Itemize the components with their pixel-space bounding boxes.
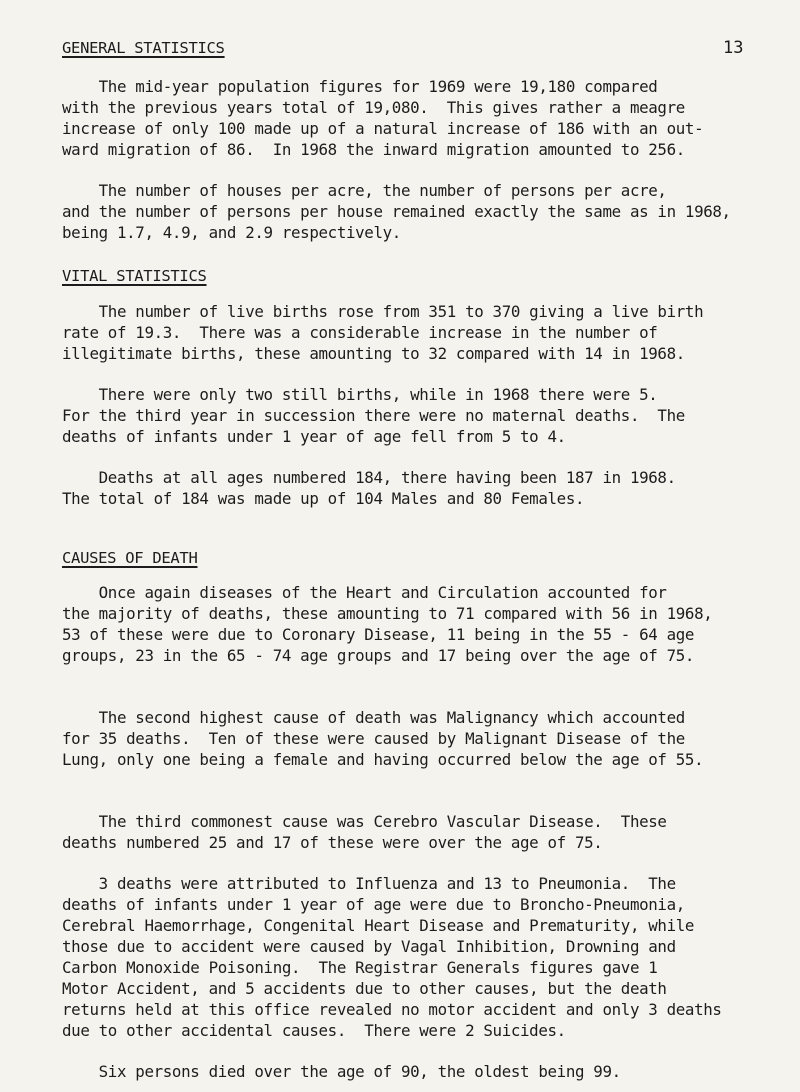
paragraph-live-births: The number of live births rose from 351 to 370 giving a live birth rate of 19.3. There was a considerable increase in the number of illegitimate births, these amounting to 32 compared with 14 in 1968. [62, 302, 704, 363]
paragraph-cerebro-vascular: The third commonest cause was Cerebro Vascular Disease. These deaths numbered 25 and 17 of these were over the age of 75. [62, 812, 667, 852]
paragraph-heart-circulation: Once again diseases of the Heart and Circulation accounted for the majority of deaths, these amounting to 71 compared with 56 in 1968, 53 of these were due to Coronary Disease, 11 being in the 55 - 64 age groups, 23 in the 65 - 74 age groups and 17 being over the age of 75. [62, 583, 713, 665]
paragraph-influenza-accidents: 3 deaths were attributed to Influenza and 13 to Pneumonia. The deaths of infants under 1 year of age were due to Broncho-Pneumonia, Cerebral Haemorrhage, Congenital Heart Disease and Prematurity, while those due to accident were caused by Vagal Inhibition, Drowning and Carbon Monoxide Poisoning. The Registrar Generals figures gave 1 Motor Accident, and 5 accidents due to other causes, but the death returns held at this office revealed no motor accident and only 3 deaths due to other accidental causes. There were 2 Suicides. [62, 874, 722, 1040]
section-heading-vital-statistics: VITAL STATISTICS [62, 267, 207, 285]
section-heading-causes-of-death: CAUSES OF DEATH [62, 549, 198, 567]
section-heading-general-statistics: GENERAL STATISTICS [62, 39, 225, 57]
paragraph-population: The mid-year population figures for 1969 were 19,180 compared with the previous years total of 19,080. This gives rather a meagre increase of only 100 made up of a natural increase of 186 with an out- ward migration of 86. In 1968 the inward migration amounted to 256. [62, 77, 704, 159]
paragraph-deaths-all-ages: Deaths at all ages numbered 184, there having been 187 in 1968. The total of 184 was made up of 104 Males and 80 Females. [62, 468, 676, 508]
paragraph-still-births: There were only two still births, while in 1968 there were 5. For the third year in succession there were no maternal deaths. The deaths of infants under 1 year of age fell from 5 to 4. [62, 385, 685, 446]
page-number: 13 [723, 38, 744, 58]
paragraph-housing-density: The number of houses per acre, the number of persons per acre, and the number of persons per house remained exactly the same as in 1968, being 1.7, 4.9, and 2.9 respectively. [62, 181, 731, 242]
paragraph-oldest-persons: Six persons died over the age of 90, the oldest being 99. [62, 1062, 621, 1081]
paragraph-malignancy: The second highest cause of death was Malignancy which accounted for 35 deaths. Ten of these were caused by Malignant Disease of the Lung, only one being a female and having occurred below the age of 55. [62, 708, 704, 769]
